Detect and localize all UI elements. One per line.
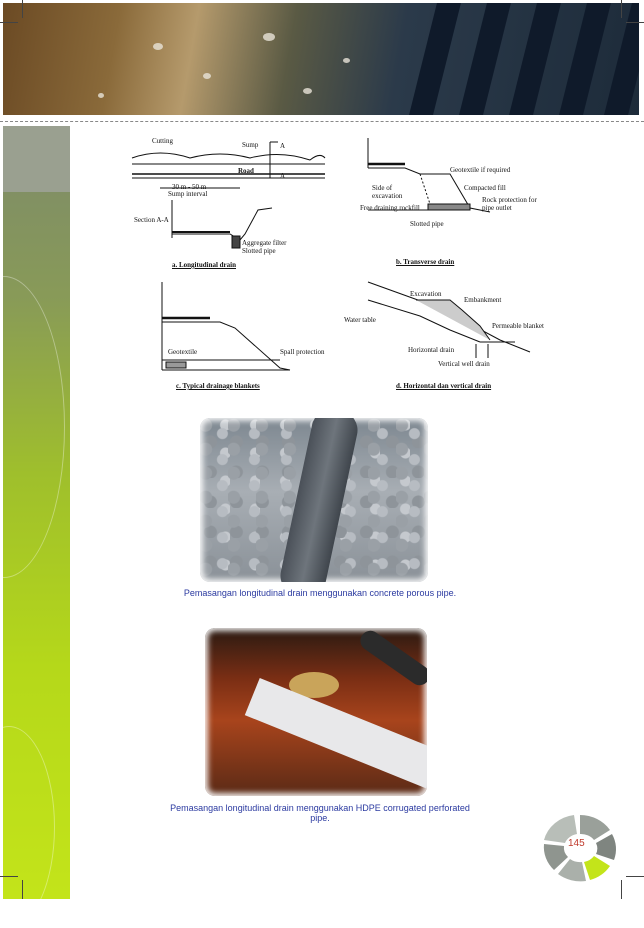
speck <box>153 43 163 50</box>
grate-bar <box>409 3 461 115</box>
crop-mark <box>0 22 18 23</box>
speck <box>203 73 211 79</box>
diagram-caption-c: c. Typical drainage blankets <box>176 382 260 390</box>
speck <box>263 33 275 41</box>
diagram-label: Excavation <box>410 290 442 298</box>
porous-pipe <box>277 418 361 582</box>
diagram-label: 30 m - 50 m <box>172 183 207 191</box>
speck <box>98 93 104 98</box>
speck <box>303 88 312 94</box>
grate-bar <box>559 3 611 115</box>
decor-curve <box>0 276 65 578</box>
diagram-label: Slotted pipe <box>410 220 444 228</box>
speck <box>343 58 350 63</box>
diagram-label: Aggregate filter <box>242 239 287 247</box>
photo-hdpe-pipe <box>205 628 427 796</box>
geotextile-sheet <box>245 678 427 790</box>
sidebar-grey-block <box>3 126 70 192</box>
crop-mark <box>626 22 644 23</box>
diagram-label: Free draining rockfill <box>360 204 420 212</box>
diagram-label: Rock protection for pipe outlet <box>482 196 537 212</box>
diagram-caption-a: a. Longitudinal drain <box>172 261 236 269</box>
sidebar-green-strip <box>3 126 70 899</box>
diagram-label: Vertical well drain <box>438 360 490 368</box>
diagram-label: Road <box>238 167 254 175</box>
diagram-label: A <box>280 172 286 180</box>
diagram-label: Spall protection <box>280 348 325 356</box>
crop-mark <box>22 880 23 899</box>
diagram-label: Embankment <box>464 296 502 304</box>
corrugated-pipe <box>356 628 427 689</box>
diagram-label: A <box>280 142 286 150</box>
diagram-label: Section A-A <box>134 216 169 224</box>
header-divider <box>0 121 644 122</box>
diagram-label: Compacted fill <box>464 184 506 192</box>
diagram-label: Geotextile <box>168 348 198 356</box>
photo-concrete-porous-pipe <box>200 418 428 582</box>
diagram-label: Horizontal drain <box>408 346 455 354</box>
diagram-caption-d: d. Horizontal dan vertical drain <box>396 382 492 390</box>
grate-bar <box>509 3 561 115</box>
photo2-caption: Pemasangan longitudinal drain menggunakan HDPE corrugated perforated pipe. <box>170 803 470 823</box>
diagram-label: Sump interval <box>168 190 208 198</box>
diagram-label: Geotextile if required <box>450 166 511 174</box>
drainage-diagrams <box>120 130 544 400</box>
crop-mark <box>22 0 23 18</box>
grate-bar <box>604 3 639 115</box>
decor-curve <box>0 726 55 928</box>
page-number: 145 <box>568 838 585 849</box>
diagram-caption-b: b. Transverse drain <box>396 258 455 266</box>
photo1-caption: Pemasangan longitudinal drain menggunakan concrete porous pipe. <box>183 588 457 598</box>
diagram-label: Permeable blanket <box>492 322 544 330</box>
header-banner-photo <box>3 3 639 115</box>
diagram-label: Side of excavation <box>372 184 403 200</box>
diagram-label: Sump <box>242 141 259 149</box>
grate-bar <box>459 3 511 115</box>
diagram-label: Slotted pipe <box>242 247 276 255</box>
diagram-label: Cutting <box>152 137 174 145</box>
diagram-label: Water table <box>344 316 376 324</box>
crop-mark <box>621 0 622 18</box>
crop-mark <box>0 876 18 877</box>
